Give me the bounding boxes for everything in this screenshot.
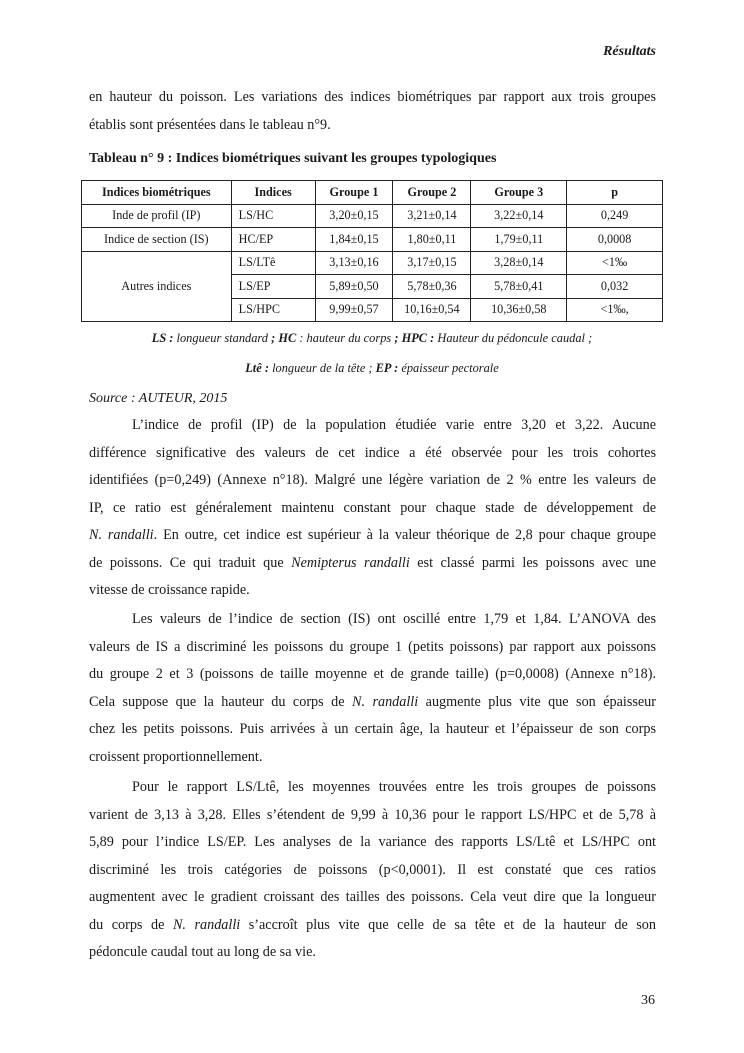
table-cell-group: Indice de section (IS) — [82, 228, 232, 252]
abbr-hpc: HPC : — [401, 331, 435, 345]
abbr-lte: Ltê : — [245, 361, 269, 375]
intro-paragraph — [89, 84, 656, 139]
table-cell-index: LS/EP — [231, 275, 315, 299]
text-line: de poissons. Ce qui traduit que Nemipterus randalli est classé parmi les poissons avec une — [89, 554, 656, 571]
column-header: Groupe 1 — [315, 181, 393, 205]
table-cell: 3,17±0,15 — [393, 251, 471, 275]
text-line: varient de 3,13 à 3,28. Elles s’étendent de 9,99 à 10,36 pour le rapport LS/HPC et de 5,78 à — [89, 806, 656, 823]
column-header: Groupe 3 — [471, 181, 567, 205]
text-line: augmentent avec le gradient croissant des tailles des poissons. Cela veut dire que la longueur — [89, 889, 656, 905]
table-cell-group: Autres indices — [82, 251, 232, 322]
text-line: Les valeurs de l’indice de section (IS) ont oscillé entre 1,79 et 1,84. L’ANOVA des — [132, 611, 656, 627]
table-cell-p: 0,0008 — [567, 228, 663, 252]
text-line: Pour le rapport LS/Ltê, les moyennes trouvées entre les trois groupes de poissons — [132, 779, 656, 795]
column-header: Groupe 2 — [393, 181, 471, 205]
text-line: 5,89 pour l’indice LS/EP. Les analyses de la variance des rapports LS/Ltê et LS/HPC ont — [89, 834, 656, 850]
text-line: croissent proportionnellement. — [89, 748, 263, 765]
text-line: établis sont présentées dans le tableau n°9. — [89, 116, 331, 133]
text-line: chez les petits poissons. Puis arrivées à un certain âge, la hauteur et l’épaisseur de son corps — [89, 721, 656, 737]
page-number: 36 — [641, 993, 655, 1008]
legend-text: Hauteur du pédoncule caudal ; — [434, 331, 593, 345]
legend-text: longueur standard — [173, 331, 272, 345]
table-cell: 1,80±0,11 — [393, 228, 471, 252]
species-name: N. randalli — [351, 693, 419, 710]
table-cell-p: 0,249 — [567, 204, 663, 228]
legend-separator: ; — [394, 331, 399, 345]
species-name: N. randalli — [172, 916, 241, 933]
text-line: valeurs de IS a discriminé les poissons du groupe 1 (petits poissons) par rapport aux poissons — [89, 638, 656, 655]
column-header: Indices biométriques — [82, 181, 232, 205]
table-cell: 3,20±0,15 — [315, 204, 393, 228]
section-header: Résultats — [603, 44, 656, 59]
legend-text: : hauteur du corps — [296, 331, 395, 345]
table-cell-index: LS/LTê — [231, 251, 315, 275]
paragraph-other-indices — [89, 774, 656, 967]
species-name: Nemipterus randalli — [291, 554, 410, 571]
paragraph-profile-index — [89, 412, 656, 605]
paragraph-section-index — [89, 606, 656, 771]
table-cell: 3,21±0,14 — [393, 204, 471, 228]
abbr-ep: EP : — [375, 361, 399, 375]
table-cell: 1,79±0,11 — [471, 228, 567, 252]
text-line: L’indice de profil (IP) de la population étudiée varie entre 3,20 et 3,22. Aucune — [132, 417, 656, 433]
table-caption: Tableau n° 9 : Indices biométriques suivant les groupes typologiques — [89, 151, 497, 166]
text-line: du groupe 2 et 3 (poissons de taille moyenne et de grande taille) (p=0,0008) (Annexe n°18). — [89, 666, 656, 682]
legend-text: longueur de la tête ; — [268, 361, 376, 375]
table-cell: 1,84±0,15 — [315, 228, 393, 252]
table-cell: 10,16±0,54 — [393, 298, 471, 322]
text-line: du corps de N. randalli s’accroît plus vite que celle de sa tête et de la hauteur de son — [89, 916, 656, 933]
table-cell: 3,13±0,16 — [315, 251, 393, 275]
species-name: N. randalli — [89, 527, 154, 543]
text-line: différence significative des valeurs de cet indice a été observée pour les trois cohortes — [89, 444, 656, 461]
biometric-table — [81, 180, 663, 322]
table-cell: 5,89±0,50 — [315, 275, 393, 299]
table-cell-p: <1‰, — [567, 298, 663, 322]
legend-separator: ; — [271, 331, 276, 345]
table-header-row — [82, 181, 663, 205]
text-line: IP, ce ratio est généralement maintenu constant pour chaque stade de développement de — [89, 499, 656, 516]
table-row — [82, 228, 663, 252]
table-cell: 5,78±0,41 — [471, 275, 567, 299]
table-cell: 9,99±0,57 — [315, 298, 393, 322]
table-cell-index: LS/HPC — [231, 298, 315, 322]
table-cell-group: Inde de profil (IP) — [82, 204, 232, 228]
table-cell-p: <1‰ — [567, 251, 663, 275]
text-line: en hauteur du poisson. Les variations des indices biométriques par rapport aux trois groupes — [89, 89, 656, 105]
table-cell: 10,36±0,58 — [471, 298, 567, 322]
abbr-hc: HC — [278, 331, 297, 345]
column-header: Indices — [231, 181, 315, 205]
table-cell: 3,22±0,14 — [471, 204, 567, 228]
table-legend-line-1 — [81, 331, 663, 346]
text-line: Cela suppose que la hauteur du corps de N. randalli augmente plus vite que son épaisseur — [89, 693, 657, 710]
text-line: vitesse de croissance rapide. — [89, 582, 250, 598]
text-line: identifiées (p=0,249) (Annexe n°18). Malgré une légère variation de 2 % entre les valeurs de — [89, 472, 656, 488]
legend-text: épaisseur pectorale — [398, 361, 499, 375]
table-row — [82, 204, 663, 228]
text-line: discriminé les trois catégories de poissons (p<0,0001). Il est constaté que ces ratios — [89, 861, 656, 878]
text-line: N. randalli. En outre, cet indice est supérieur à la valeur théorique de 2,8 pour chaque groupe — [89, 527, 656, 543]
table-cell: 5,78±0,36 — [393, 275, 471, 299]
table-legend-line-2 — [81, 361, 663, 376]
column-header: p — [567, 181, 663, 205]
table-cell-p: 0,032 — [567, 275, 663, 299]
table-cell-index: LS/HC — [231, 204, 315, 228]
table-row — [82, 251, 663, 275]
table-source: Source : AUTEUR, 2015 — [89, 391, 228, 406]
abbr-ls: LS : — [151, 331, 174, 345]
table-cell-index: HC/EP — [231, 228, 315, 252]
table-cell: 3,28±0,14 — [471, 251, 567, 275]
text-line: pédoncule caudal tout au long de sa vie. — [89, 944, 316, 960]
